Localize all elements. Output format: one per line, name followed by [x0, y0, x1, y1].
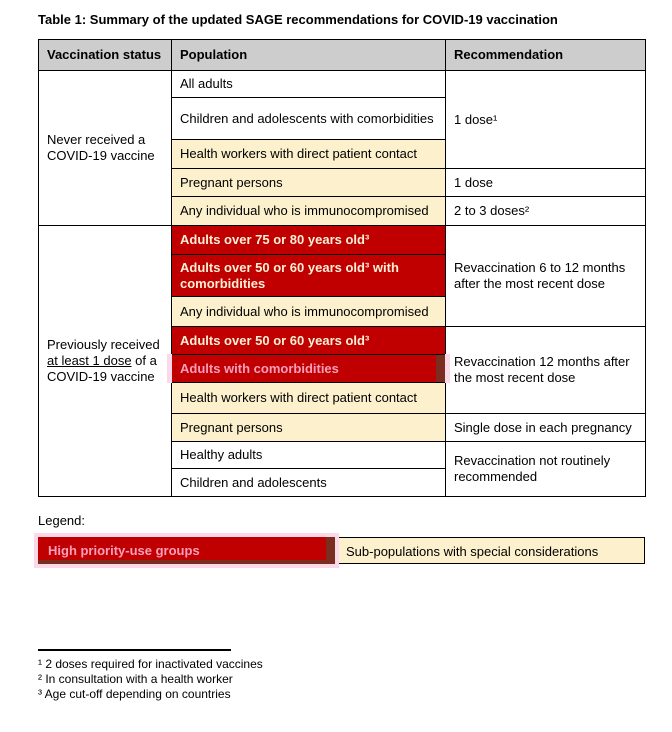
header-population: Population [172, 40, 446, 71]
legend-high-priority-swatch: High priority-use groups [38, 537, 335, 564]
population-cell: Adults over 75 or 80 years old³ [172, 226, 446, 255]
population-cell: Pregnant persons [172, 169, 446, 197]
population-cell: Any individual who is immunocompromised [172, 297, 446, 327]
table-row [39, 71, 646, 98]
status-text-pre: Previously received [47, 337, 160, 352]
recommendation-cell: 1 dose¹ [446, 71, 646, 169]
header-row [39, 40, 646, 71]
table-title: Table 1: Summary of the updated SAGE recommendations for COVID-19 vaccination [38, 12, 558, 27]
population-cell: Health workers with direct patient contact [172, 140, 446, 169]
population-cell: Any individual who is immunocompromised [172, 197, 446, 226]
recommendation-cell: Revaccination 6 to 12 months after the most recent dose [446, 226, 646, 327]
vaccination-table [38, 39, 646, 497]
recommendation-cell: Revaccination not routinely recommended [446, 442, 646, 497]
population-cell: Children and adolescents with comorbidities [172, 98, 446, 140]
status-never-received: Never received a COVID-19 vaccine [39, 71, 172, 226]
population-cell: Pregnant persons [172, 414, 446, 442]
footnote-3: ³ Age cut-off depending on countries [38, 687, 231, 701]
population-cell-highlighted: Adults with comorbidities [172, 355, 446, 383]
status-text-underlined: at least 1 dose [47, 353, 132, 368]
header-recommendation: Recommendation [446, 40, 646, 71]
legend-label: Legend: [38, 513, 85, 528]
status-text-post: of a COVID-19 vaccine [47, 353, 157, 384]
population-cell: All adults [172, 71, 446, 98]
population-cell: Adults over 50 or 60 years old³ with comorbidities [172, 255, 446, 297]
recommendation-cell: Single dose in each pregnancy [446, 414, 646, 442]
header-vaccination-status: Vaccination status [39, 40, 172, 71]
population-cell: Adults over 50 or 60 years old³ [172, 327, 446, 355]
population-cell: Health workers with direct patient contact [172, 383, 446, 414]
legend-special-considerations-swatch: Sub-populations with special considerations [335, 537, 645, 564]
footnote-1: ¹ 2 doses required for inactivated vaccines [38, 657, 263, 671]
footnote-2: ² In consultation with a health worker [38, 672, 233, 686]
recommendation-cell: 1 dose [446, 169, 646, 197]
legend [38, 537, 645, 564]
status-previously-received [39, 226, 172, 497]
population-cell: Children and adolescents [172, 469, 446, 497]
population-cell: Healthy adults [172, 442, 446, 469]
footnote-separator [38, 649, 231, 651]
recommendation-cell: 2 to 3 doses² [446, 197, 646, 226]
footnotes [38, 649, 672, 702]
table-row [39, 226, 646, 255]
recommendation-cell: Revaccination 12 months after the most recent dose [446, 327, 646, 414]
